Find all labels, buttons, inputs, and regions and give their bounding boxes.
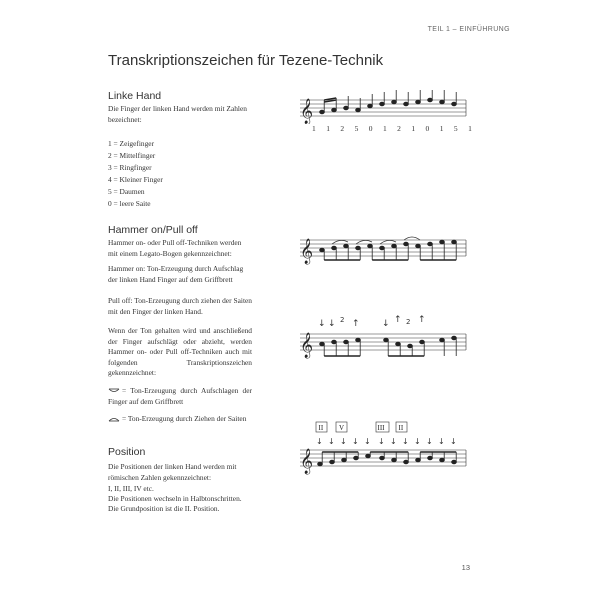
finger-number: 1: [312, 124, 316, 133]
hammer-symbol-2-text: = Ton-Erzeugung durch Ziehen der Saiten: [122, 414, 247, 423]
treble-clef-icon: 𝄞: [300, 449, 314, 474]
page-title: Transkriptionszeichen für Tezene-Technik: [108, 52, 384, 69]
list-item: 2 = Mittelfinger: [108, 151, 156, 160]
list-item: 3 = Ringfinger: [108, 163, 152, 172]
down-arrow-icon: ↓: [328, 319, 336, 329]
linke-hand-intro: Die Finger der linken Hand werden mit Zahlen bezeichnet:: [108, 104, 247, 124]
hammer-symbol-2: [108, 414, 258, 425]
svg-text:↓: ↓: [340, 437, 347, 446]
list-item: 1 = Zeigefinger: [108, 139, 155, 148]
hammer-symbol-1: [108, 386, 252, 407]
finger-number: 1: [411, 124, 416, 133]
finger-number: 1: [468, 124, 472, 133]
svg-text:↓: ↓: [438, 437, 445, 446]
pull-off-arc-icon: [108, 416, 120, 422]
finger-number: 5: [354, 124, 359, 133]
staff-linke-hand: [296, 90, 476, 124]
hammer-p2: Hammer on: Ton-Erzeugung durch Aufschlag der linken Hand Finger auf dem Griffbrett: [108, 264, 244, 284]
up-arrow-icon: ↑: [394, 315, 402, 325]
finger-number: 5: [453, 124, 458, 133]
svg-text:↓: ↓: [390, 437, 397, 446]
down-arrow-icon: ↓: [318, 319, 326, 329]
finger-number: 0: [368, 124, 373, 133]
hammer-on-arc-icon: [108, 388, 120, 394]
position-p1: Die Positionen der linken Hand werden mit römischen Zahlen gekennzeichnet:: [108, 462, 237, 482]
position-label: II: [398, 424, 404, 432]
svg-text:↓: ↓: [364, 437, 371, 446]
down-arrow-icon: ↓: [382, 319, 390, 329]
finger-number: 1: [439, 124, 444, 133]
hammer-p4: Wenn der Ton gehalten wird und anschließend der Finger aufschlägt oder abzieht, werden Hammer on- oder Pull off-Techniken auch mit folgenden Transkriptionszeichen gekennzeichnet:: [108, 326, 252, 378]
treble-clef-icon: 𝄞: [300, 333, 314, 358]
finger-numbers: [312, 124, 482, 133]
position-p4: Die Grundposition ist die II. Position.: [108, 504, 220, 513]
treble-clef-icon: 𝄞: [300, 239, 314, 264]
hammer-p3: Pull off: Ton-Erzeugung durch ziehen der Saiten mit den Finger der linken Hand.: [108, 296, 252, 316]
finger-number: 0: [425, 124, 430, 133]
position-p3: Die Positionen wechseln in Halbtonschritten.: [108, 494, 242, 503]
svg-text:↓: ↓: [316, 437, 323, 446]
heading-hammer-on: Hammer on/Pull off: [108, 224, 198, 236]
svg-text:↓: ↓: [328, 437, 335, 446]
heading-linke-hand: Linke Hand: [108, 90, 162, 102]
svg-text:↓: ↓: [450, 437, 457, 446]
svg-text:↓: ↓: [378, 437, 385, 446]
position-p2: I, II, III, IV etc.: [108, 484, 154, 493]
list-item: 4 = Kleiner Finger: [108, 175, 163, 184]
staff-arrows: [296, 306, 476, 362]
position-label: III: [377, 424, 385, 432]
position-label: II: [318, 424, 324, 432]
up-arrow-icon: ↑: [418, 315, 426, 325]
finger-number: 1: [382, 124, 387, 133]
list-item: 5 = Daumen: [108, 187, 145, 196]
hammer-p1: Hammer on- oder Pull off-Techniken werden mit einem Legato-Bogen gekennzeichnet:: [108, 238, 242, 258]
hammer-symbol-1-text: = Ton-Erzeugung durch Aufschlagen der Finger auf dem Griffbrett: [108, 386, 252, 406]
position-label: V: [339, 424, 345, 432]
page-number: 13: [461, 563, 470, 572]
svg-text:↓: ↓: [352, 437, 359, 446]
treble-clef-icon: 𝄞: [300, 99, 314, 124]
staff-legato: [296, 226, 476, 266]
svg-text:2: 2: [340, 316, 345, 324]
list-item: 0 = leere Saite: [108, 199, 151, 208]
svg-text:↓: ↓: [402, 437, 409, 446]
heading-position: Position: [108, 446, 146, 458]
finger-number: 2: [340, 124, 345, 133]
finger-number: 1: [326, 124, 330, 133]
svg-text:↓: ↓: [426, 437, 433, 446]
finger-list: [108, 138, 163, 210]
running-head: TEIL 1 – EINFÜHRUNG: [427, 26, 510, 33]
up-arrow-icon: ↑: [352, 319, 360, 329]
svg-text:↓: ↓: [414, 437, 421, 446]
finger-number: 2: [397, 124, 401, 133]
svg-text:2: 2: [406, 318, 411, 326]
staff-positions: [296, 420, 476, 476]
